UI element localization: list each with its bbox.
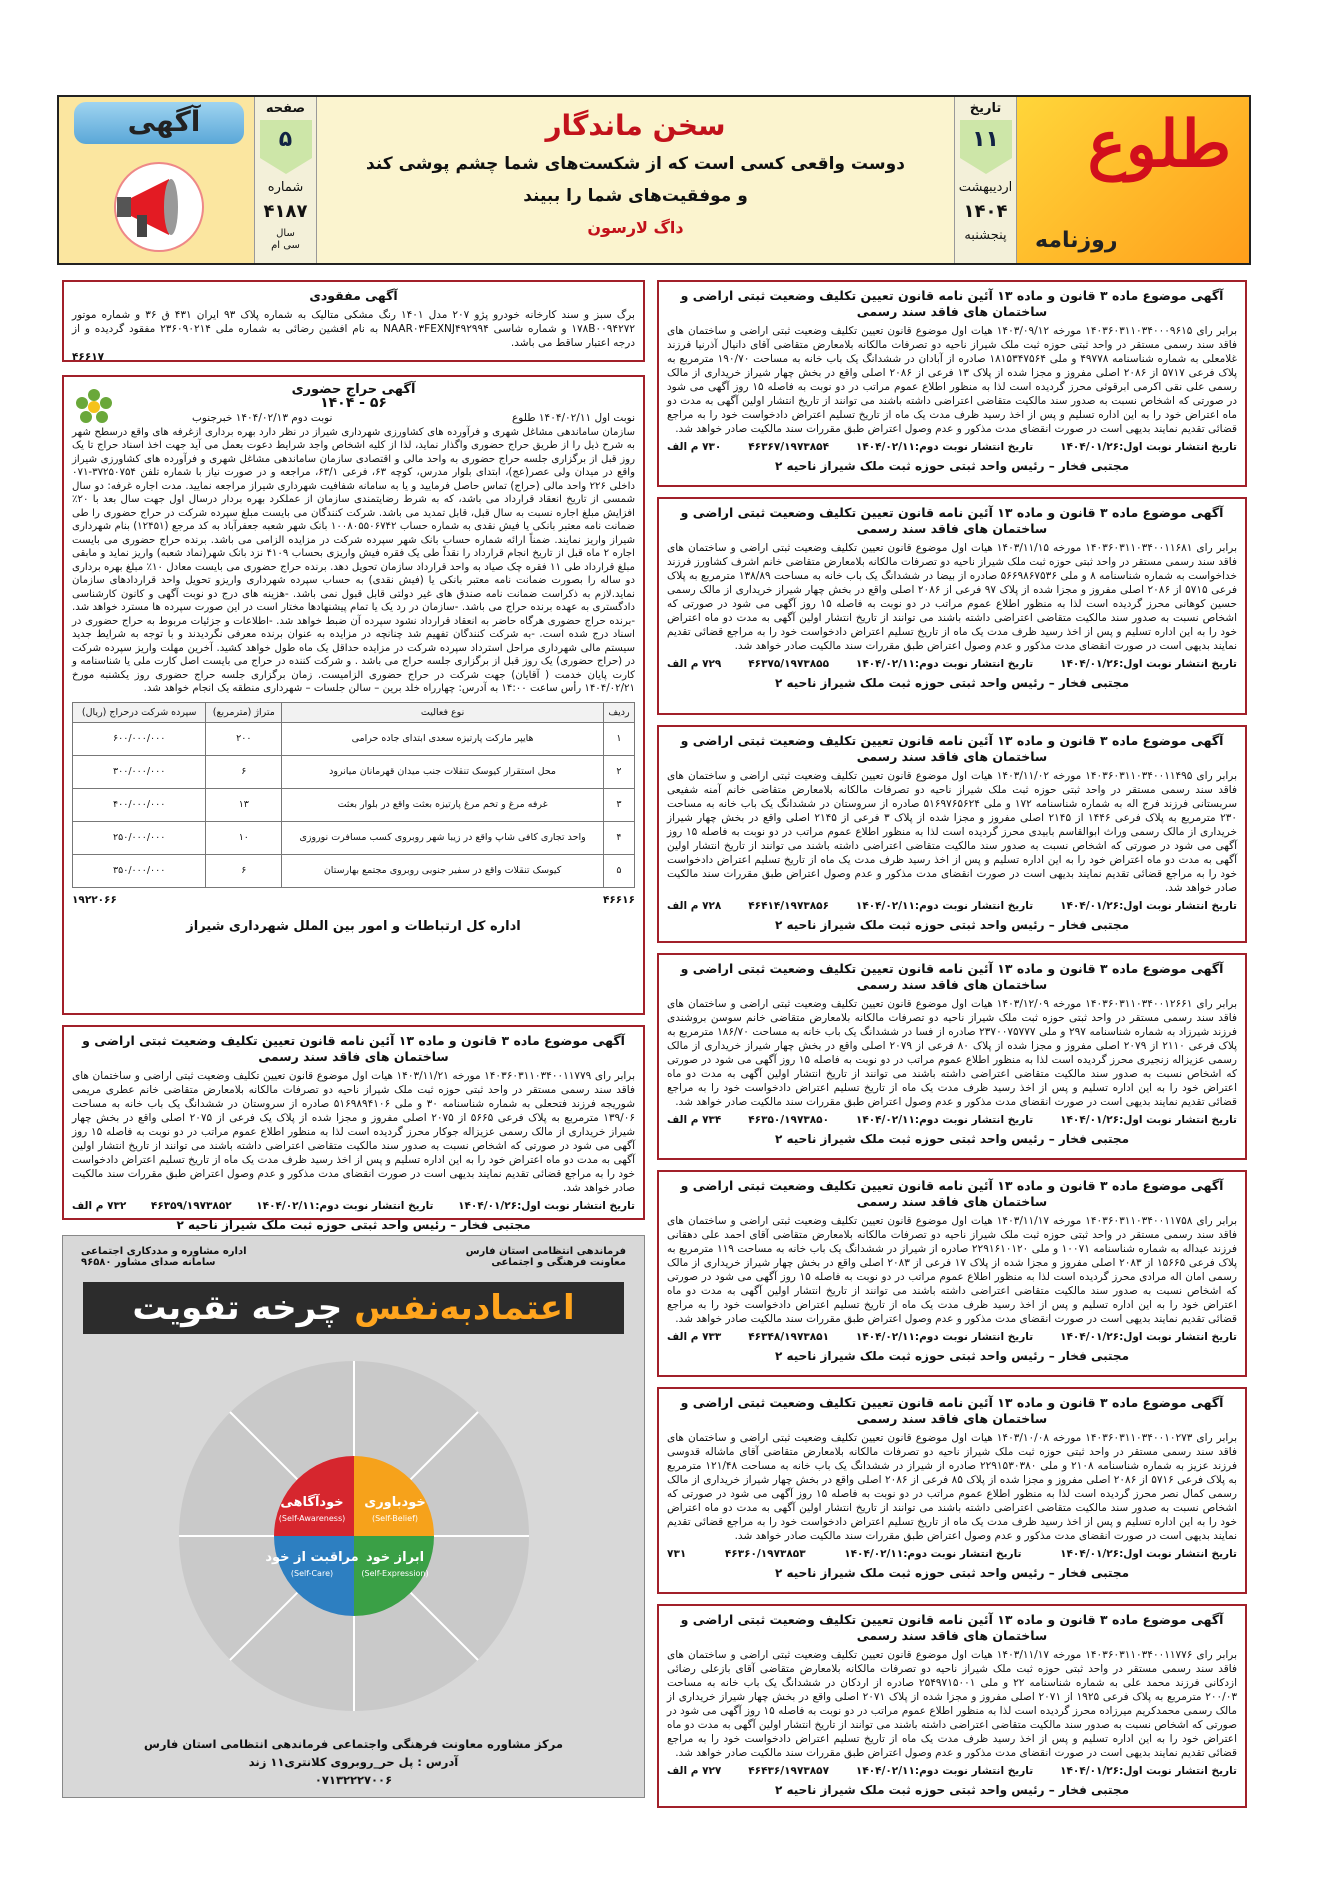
poster-footer-address: آدرس : پل حر_روبروی کلانتری۱۱ زند	[248, 1755, 459, 1769]
col-row: ردیف	[603, 702, 634, 723]
notice-body: برابر رای ۱۴۰۳۶۰۳۱۱۰۳۴۰۰۱۱۷۷۹ مورخه ۱۴۰۳/۱۱/۲۱ هیات اول موضوع قانون تعیین تکلیف وضعیت ثبتی اراضی و ساختمان های فاقد سند رسمی مستقر در واحد ثبتی حوزه ثبت ملک شیراز ناحیه دو تصرفات مالکانه بلامعارض متقاضی خانم عطری مریمی شوریجه فرزند فتحعلی به شماره شناسنامه ۳۰ و ملی ۵۱۶۹۸۹۴۱۰۶ صادره از سروستان در ششدانگ یک باب خانه به مساحت ۱۳۹/۰۶ مترمربع به پلاک فرعی ۵۶۶۵ از ۲۰۷۵ اصلی مفروز و مجزا شده از پلاک یک فرعی از ۲۰۷۵ اصلی واقع در بخش چهار شیراز خریداری از مالک رسمی عزیزاله جوکار محرز گردیده است لذا به منظور اطلاع عموم مراتب در دو نوبت به فاصله ۱۵ روز آگهی می شود در صورتی که اشخاص نسبت به صدور سند مالکیت متقاضی اعتراضی داشته باشند می توانند از تاریخ انتشار اولین آگهی به مدت دو ماه اعتراض خود را به این اداره تسلیم و پس از اخذ رسید ظرف مدت یک ماه از تاریخ تسلیم اعتراض دادخواست خود را به مراجع قضائی تقدیم نمایند بدیهی است در صورت انقضای مدت مذکور و عدم وصول اعتراض طبق مقررات سند مالکیت صادر خواهد شد.	[72, 1070, 636, 1194]
page-info	[255, 97, 317, 263]
auction-table-header	[73, 702, 635, 723]
issue-label: شماره	[267, 180, 304, 195]
logo-word: طلوع	[1087, 107, 1231, 182]
cadastre-notice-3: آگهی موضوع ماده ۳ قانون و ماده ۱۳ آئین نامه قانون تعیین تکلیف وضعیت ثبتی اراضی و ساختمان های فاقد سند رسمی برابر رای ۱۴۰۳۶۰۳۱۱۰۳۴۰۰۱۱۴۹۵ مورخه ۱۴۰۳/۱۱/۰۲ هیات اول موضوع قانون تعیین تکلیف وضعیت ثبتی اراضی و ساختمان های فاقد سند رسمی مستقر در واحد ثبتی حوزه ثبت ملک شیراز ناحیه دو تصرفات مالکانه بلامعارض متقاضی خانم آمنه شفیعی سربستانی فرزند فرج اله به شماره شناسنامه ۱۷۲ و ملی ۵۱۶۹۷۶۵۶۲۴ صادره از سروستان در ششدانگ یک باب خانه به مساحت ۲۳۰ مترمربع به پلاک فرعی ۱۴۴۶ از ۲۱۴۵ اصلی مفروز و مجزا شده از پلاک ۳ فرعی از ۲۱۴۵ اصلی واقع در بخش چهار شیراز خریداری از مالک رسمی وراث ابوالقاسم بابیدی محرز گردیده است لذا به منظور اطلاع عموم مراتب در دو نوبت به فاصله ۱۵ روز آگهی می شود در صورتی که اشخاص نسبت به صدور سند مالکیت متقاضی اعتراضی داشته باشند می توانند از تاریخ انتشار اولین آگهی به مدت دو ماه اعتراض خود را به این اداره تسلیم و پس از اخذ رسید ظرف مدت یک ماه از تاریخ تسلیم اعتراض دادخواست خود را به مراجع قضائی تقدیم نمایند بدیهی است در صورت انقضای مدت مذکور و عدم وصول اعتراض طبق مقررات سند مالکیت صادر خواهد شد. تاریخ انتشار نوبت اول:۱۴۰۴/۰۱/۲۶ تاریخ انتشار نوبت دوم:۱۴۰۴/۰۲/۱۱ ۴۶۴۱۴/۱۹۷۳۸۵۶ ۷۲۸ م الف مجتبی فخار – رئیس واحد ثبتی حوزه ثبت ملک شیراز ناحیه ۲	[657, 725, 1247, 943]
poster-banner	[83, 1282, 624, 1334]
poster-banner-dark: چرخه تقویت	[132, 1288, 343, 1328]
q-self-care: مراقبت از خود	[265, 1550, 359, 1565]
megaphone-icon	[99, 157, 219, 252]
left-cadastre-notice	[62, 1025, 645, 1232]
poster-banner-accent: اعتمادبه‌نفس	[354, 1288, 575, 1328]
auction-code-right: ۴۶۶۱۶	[602, 894, 635, 906]
poster-footer-phone: ۰۷۱۳۲۲۲۷۰۰۶	[314, 1773, 393, 1787]
q-self-expression: ابراز خود	[365, 1550, 425, 1565]
poster-footer-org: مرکز مشاوره معاونت فرهنگی واجتماعی فرماندهی انتظامی استان فارس	[143, 1737, 563, 1751]
q-self-belief: خودباوری	[364, 1495, 426, 1510]
date-info	[955, 97, 1017, 263]
auction-table	[72, 702, 635, 889]
cadastre-notice-5: آگهی موضوع ماده ۳ قانون و ماده ۱۳ آئین نامه قانون تعیین تکلیف وضعیت ثبتی اراضی و ساختمان های فاقد سند رسمی برابر رای ۱۴۰۳۶۰۳۱۱۰۳۴۰۰۱۱۷۵۸ مورخه ۱۴۰۳/۱۱/۱۷ هیات اول موضوع قانون تعیین تکلیف وضعیت ثبتی اراضی و ساختمان های فاقد سند رسمی مستقر در واحد ثبتی حوزه ثبت ملک شیراز ناحیه دو تصرفات مالکانه بلامعارض متقاضی آقای احمد علی دهقانی فرزند عبداله به شماره شناسنامه ۱۰۰۷۱ و ملی ۲۲۹۱۶۱۰۱۲۰ صادره از شیراز در ششدانگ یک باب خانه به مساحت ۱۱۹ مترمربع به پلاک فرعی ۱۵۶۶۵ از ۲۰۸۳ اصلی مفروز و مجزا شده از پلاک ۱۷ فرعی از ۲۰۸۳ اصلی واقع در بخش چهار شیراز خریداری از مالک رسمی امان اله مرادی محرز گردیده است لذا به منظور اطلاع عموم مراتب در دو نوبت به فاصله ۱۵ روز آگهی می شود در صورتی که اشخاص نسبت به صدور سند مالکیت متقاضی اعتراضی داشته باشند می توانند از تاریخ انتشار اولین آگهی به مدت دو ماه اعتراض خود را به این اداره تسلیم و پس از اخذ رسید ظرف مدت یک ماه از تاریخ تسلیم اعتراض دادخواست خود را به مراجع قضائی تقدیم نمایند بدیهی است در صورت انقضای مدت مذکور و عدم وصول اعتراض طبق مقررات سند مالکیت صادر خواهد شد. تاریخ انتشار نوبت اول:۱۴۰۴/۰۱/۲۶ تاریخ انتشار نوبت دوم:۱۴۰۴/۰۲/۱۱ ۴۶۳۴۸/۱۹۷۳۸۵۱ ۷۳۳ م الف مجتبی فخار – رئیس واحد ثبتی حوزه ثبت ملک شیراز ناحیه ۲	[657, 1170, 1247, 1377]
auction-subtitle: ۵۶ - ۱۴۰۴	[320, 394, 387, 411]
notice-title: آگهی موضوع ماده ۳ قانون و ماده ۱۳ آئین نامه قانون تعیین تکلیف وضعیت ثبتی اراضی و ساختمان های فاقد سند رسمی	[82, 1033, 625, 1064]
quote-title: سخن ماندگار	[545, 109, 726, 142]
auction-notice	[62, 375, 645, 1015]
lost-notice-title: آگهی مفقودی	[309, 288, 398, 303]
quote-box	[317, 97, 955, 263]
page-arrow	[260, 158, 312, 174]
col-activity: نوع فعالیت	[282, 702, 604, 723]
lost-notice-body: برگ سبز و سند کارخانه خودرو پژو ۲۰۷ مدل ۱۴۰۱ رنگ مشکی متالیک به شماره پلاک ۹۳ ایران ۴۳۱ ق ۳۶ و شماره موتور ۱۷۸B۰۰۹۴۲۷۲ و شماره شاسی NAAR۰۳FEXNJ۴۹۲۹۹۴ به نام افشین رضائی به شماره ملی ۲۳۶۰۹۰۲۱۴ مفقود گردیده و از درجه اعتبار ساقط می باشد.	[72, 309, 635, 349]
page-label: صفحه	[265, 101, 306, 116]
cadastre-notice-4: آگهی موضوع ماده ۳ قانون و ماده ۱۳ آئین نامه قانون تعیین تکلیف وضعیت ثبتی اراضی و ساختمان های فاقد سند رسمی برابر رای ۱۴۰۳۶۰۳۱۱۰۳۴۰۰۱۲۶۶۱ مورخه ۱۴۰۳/۱۲/۰۹ هیات اول موضوع قانون تعیین تکلیف وضعیت ثبتی اراضی و ساختمان های فاقد سند رسمی مستقر در واحد ثبتی حوزه ثبت ملک شیراز ناحیه دو تصرفات مالکانه بلامعارض متقاضی خانم سوسن بروشندی فرزند شیرزاد به شماره شناسنامه ۲۹۷ و ملی ۲۳۷۰۰۷۵۷۷۷ صادره از فسا در ششدانگ یک باب خانه به مساحت ۱۸۶/۷۰ مترمربع به پلاک فرعی ۲۱۱۰ از ۲۰۷۹ اصلی مفروز و مجزا شده از پلاک ۸۰ فرعی از ۲۰۷۹ اصلی واقع در بخش چهار شیراز خریداری از مالک رسمی عزیزاله زنجیری محرز گردیده است لذا به منظور اطلاع عموم مراتب در دو نوبت به فاصله ۱۵ روز آگهی می شود در صورتی که اشخاص نسبت به صدور سند مالکیت متقاضی اعتراضی داشته باشند می توانند از تاریخ انتشار اولین آگهی به مدت دو ماه اعتراض خود را به این اداره تسلیم و پس از اخذ رسید ظرف مدت یک ماه از تاریخ تسلیم اعتراض دادخواست خود را به مراجع قضائی تقدیم نمایند بدیهی است در صورت انقضای مدت مذکور و عدم وصول اعتراض طبق مقررات سند مالکیت صادر خواهد شد. تاریخ انتشار نوبت اول:۱۴۰۴/۰۱/۲۶ تاریخ انتشار نوبت دوم:۱۴۰۴/۰۲/۱۱ ۴۶۳۵۰/۱۹۷۳۸۵۰ ۷۳۴ م الف مجتبی فخار – رئیس واحد ثبتی حوزه ثبت ملک شیراز ناحیه ۲	[657, 953, 1247, 1160]
poster-org-right: فرماندهی انتظامی استان فارس معاونت فرهنگی و اجتماعی	[465, 1246, 626, 1268]
confidence-wheel	[87, 1356, 622, 1716]
quote-line-1: دوست واقعی کسی است که از شکست‌های شما چشم پوشی کند	[366, 154, 905, 174]
lost-notice-code: ۴۶۶۱۷	[72, 351, 105, 363]
year-label: سال سی ام	[271, 228, 300, 251]
page-number: ۵	[260, 120, 312, 158]
poster-org-left: اداره مشاوره و مددکاری اجتماعی سامانه صدای مشاور ۹۶۵۸۰	[81, 1246, 247, 1268]
cadastre-notice-2: آگهی موضوع ماده ۳ قانون و ماده ۱۳ آئین نامه قانون تعیین تکلیف وضعیت ثبتی اراضی و ساختمان های فاقد سند رسمی برابر رای ۱۴۰۳۶۰۳۱۱۰۳۴۰۰۱۱۶۸۱ مورخه ۱۴۰۳/۱۱/۱۵ هیات اول موضوع قانون تعیین تکلیف وضعیت ثبتی اراضی و ساختمان های فاقد سند رسمی مستقر در واحد ثبتی حوزه ثبت ملک شیراز ناحیه دو تصرفات مالکانه بلامعارض متقاضی خانم اشرف کشاورز فرزند خداخواست به شماره شناسنامه ۸ و ملی ۵۶۶۹۸۶۷۵۳۶ صادره از بیضا در ششدانگ یک باب خانه به مساحت ۱۳۸/۸۹ مترمربع به پلاک فرعی ۵۷۱۵ از ۲۰۸۶ اصلی مفروز و مجزا شده از پلاک ۹۷ فرعی از ۲۰۸۶ اصلی واقع در بخش چهار شیراز خریداری از مالک رسمی حسین کوهانی محرز گردیده است لذا به منظور اطلاع عموم مراتب در دو نوبت به فاصله ۱۵ روز آگهی می شود در صورتی که اشخاص نسبت به صدور سند مالکیت متقاضی اعتراضی داشته باشند می توانند از تاریخ انتشار اولین آگهی به مدت دو ماه اعتراض خود را به این اداره تسلیم و پس از اخذ رسید ظرف مدت یک ماه از تاریخ تسلیم اعتراض دادخواست خود را به مراجع قضائی تقدیم نمایند بدیهی است در صورت انقضای مدت مذکور و عدم وصول اعتراض طبق مقررات سند مالکیت صادر خواهد شد. تاریخ انتشار نوبت اول:۱۴۰۴/۰۱/۲۶ تاریخ انتشار نوبت دوم:۱۴۰۴/۰۲/۱۱ ۴۶۳۷۵/۱۹۷۳۸۵۵ ۷۲۹ م الف مجتبی فخار – رئیس واحد ثبتی حوزه ثبت ملک شیراز ناحیه ۲	[657, 497, 1247, 715]
table-row: ۴ واحد تجاری کافی شاپ واقع در زیبا شهر روبروی کسب مسافرت نوروزی ۱۰ ۲۵۰/۰۰۰/۰۰۰	[73, 822, 635, 855]
svg-text:(Self-Care): (Self-Care)	[290, 1569, 334, 1578]
ad-label: آگهی	[127, 105, 201, 138]
municipality-logo-icon	[74, 387, 114, 427]
q-self-awareness: خودآگاهی	[280, 1495, 344, 1510]
auction-org: اداره کل ارتباطات و امور بین الملل شهرداری شیراز	[186, 918, 521, 934]
table-row: ۵ کیوسک تنقلات واقع در سفیر جنوبی روبروی مجتمع بهارستان ۶ ۳۵۰/۰۰۰/۰۰۰	[73, 855, 635, 888]
col-area: متراژ (مترمربع)	[206, 702, 282, 723]
quote-author: داگ لارسون	[587, 218, 684, 237]
date-day: ۱۱	[960, 120, 1012, 158]
cadastre-notice-1: آگهی موضوع ماده ۳ قانون و ماده ۱۳ آئین نامه قانون تعیین تکلیف وضعیت ثبتی اراضی و ساختمان های فاقد سند رسمی برابر رای ۱۴۰۳۶۰۳۱۱۰۳۴۰۰۰۹۶۱۵ مورخه ۱۴۰۳/۰۹/۱۲ هیات اول موضوع قانون تعیین تکلیف وضعیت ثبتی اراضی و ساختمان های فاقد سند رسمی مستقر در واحد ثبتی حوزه ثبت ملک شیراز ناحیه دو تصرفات مالکانه بلامعارض متقاضی آقای دانیال آذرنیا فرزند غلامعلی به شماره شناسنامه ۴۹۷۷۸ و ملی ۱۸۱۵۳۴۷۵۶۴ صادره از آبادان در ششدانگ یک باب خانه به مساحت ۱۹۰/۷۰ مترمربع به پلاک فرعی ۵۷۱۷ از ۲۰۸۶ اصلی مفروز و مجزا شده از پلاک ۱۳ فرعی از ۲۰۸۶ اصلی واقع در بخش چهار شیراز خریداری از مالک رسمی علی نقی اکرمی ابرقوئی محرز گردیده است لذا به منظور اطلاع عموم مراتب در دو نوبت به فاصله ۱۵ روز آگهی می شود در صورتی که اشخاص نسبت به صدور سند مالکیت متقاضی اعتراضی داشته باشند می توانند از تاریخ انتشار اولین آگهی به مدت دو ماه اعتراض خود را به این اداره تسلیم و پس از اخذ رسید ظرف مدت یک ماه از تاریخ تسلیم اعتراض دادخواست خود را به مراجع قضائی تقدیم نمایند بدیهی است در صورت انقضای مدت مذکور و عدم وصول اعتراض طبق مقررات سند مالکیت صادر خواهد شد. تاریخ انتشار نوبت اول:۱۴۰۴/۰۱/۲۶ تاریخ انتشار نوبت دوم:۱۴۰۴/۰۲/۱۱ ۴۶۳۶۷/۱۹۷۳۸۵۴ ۷۳۰ م الف مجتبی فخار – رئیس واحد ثبتی حوزه ثبت ملک شیراز ناحیه ۲	[657, 280, 1247, 487]
svg-text:(Self-Expression): (Self-Expression)	[361, 1569, 429, 1578]
newspaper-logo	[1017, 97, 1249, 263]
auction-second-round: نوبت دوم ۱۴۰۴/۰۲/۱۳ خبرجنوب	[192, 412, 333, 424]
poster-header	[63, 1236, 644, 1268]
auction-codes	[72, 894, 635, 908]
date-arrow	[960, 158, 1012, 174]
logo-sub: روزنامه	[1035, 228, 1118, 253]
col-deposit: سپرده شرکت درحراج (ریال)	[73, 702, 206, 723]
date-weekday: پنجشنبه	[964, 228, 1007, 243]
lost-notice	[62, 280, 645, 362]
notice-sign: مجتبی فخار – رئیس واحد ثبتی حوزه ثبت ملک شیراز ناحیه ۲	[176, 1218, 531, 1232]
ad-banner	[59, 97, 255, 263]
poster-footer	[63, 1735, 644, 1789]
auction-first-round: نوبت اول ۱۴۰۴/۰۲/۱۱ طلوع	[512, 412, 635, 424]
table-row: ۲ محل استقرار کیوسک تنقلات جنب میدان قهرمانان میانرود ۶ ۳۰۰/۰۰۰/۰۰۰	[73, 756, 635, 789]
date-month: اردیبهشت	[958, 180, 1013, 195]
notice-meta: تاریخ انتشار نوبت اول:۱۴۰۴/۰۱/۲۶ تاریخ انتشار نوبت دوم:۱۴۰۴/۰۲/۱۱ ۴۶۳۵۹/۱۹۷۳۸۵۲ ۷۳۲ م الف	[72, 1200, 635, 1212]
auction-code-left: ۱۹۲۲۰۶۶	[72, 894, 117, 906]
date-year: ۱۴۰۴	[963, 201, 1008, 222]
cadastre-notice-7: آگهی موضوع ماده ۳ قانون و ماده ۱۳ آئین نامه قانون تعیین تکلیف وضعیت ثبتی اراضی و ساختمان های فاقد سند رسمی برابر رای ۱۴۰۳۶۰۳۱۱۰۳۴۰۰۱۱۷۷۶ مورخه ۱۴۰۳/۱۱/۱۷ هیات اول موضوع قانون تعیین تکلیف وضعیت ثبتی اراضی و ساختمان های فاقد سند رسمی مستقر در واحد ثبتی حوزه ثبت ملک شیراز ناحیه دو تصرفات مالکانه بلامعارض متقاضی آقای بازعلی رضائی ازدکانی فرزند محمد علی به شماره شناسنامه ۲۲ و ملی ۲۵۴۹۷۱۵۰۰۱ صادره از اردکان در ششدانگ یک باب خانه به مساحت ۲۰۰/۰۳ مترمربع به پلاک فرعی ۱۹۲۵ از ۲۰۷۱ اصلی مفروز و مجزا شده از پلاک ۲۰۷۱ اصلی واقع در بخش چهار شیراز خریداری از مالک رسمی محمدکریم میرزاده محرز گردیده است لذا به منظور اطلاع عموم مراتب در دو نوبت به فاصله ۱۵ روز آگهی می شود در صورتی که اشخاص نسبت به صدور سند مالکیت متقاضی اعتراضی داشته باشند می توانند از تاریخ انتشار اولین آگهی به مدت دو ماه اعتراض خود را به این اداره تسلیم و پس از اخذ رسید ظرف مدت یک ماه از تاریخ تسلیم اعتراض دادخواست خود را به مراجع قضائی تقدیم نمایند بدیهی است در صورت انقضای مدت مذکور و عدم وصول اعتراض طبق مقررات سند مالکیت صادر خواهد شد. تاریخ انتشار نوبت اول:۱۴۰۴/۰۱/۲۶ تاریخ انتشار نوبت دوم:۱۴۰۴/۰۲/۱۱ ۴۶۴۳۶/۱۹۷۳۸۵۷ ۷۲۷ م الف مجتبی فخار – رئیس واحد ثبتی حوزه ثبت ملک شیراز ناحیه ۲	[657, 1604, 1247, 1808]
masthead	[57, 95, 1251, 265]
svg-text:(Self-Belief): (Self-Belief)	[371, 1514, 419, 1523]
cadastre-notice-6: آگهی موضوع ماده ۳ قانون و ماده ۱۳ آئین نامه قانون تعیین تکلیف وضعیت ثبتی اراضی و ساختمان های فاقد سند رسمی برابر رای ۱۴۰۳۶۰۳۱۱۰۳۴۰۰۱۰۲۷۳ مورخه ۱۴۰۳/۱۰/۰۸ هیات اول موضوع قانون تعیین تکلیف وضعیت ثبتی اراضی و ساختمان های فاقد سند رسمی مستقر در واحد ثبتی حوزه ثبت ملک شیراز ناحیه دو تصرفات مالکانه بلامعارض متقاضی آقای ماشاله قدوسی فرزند عزیز به شماره شناسنامه ۲۱۰۸ و ملی ۲۲۹۱۵۳۰۳۸۰ صادره از شیراز در ششدانگ یک باب خانه به مساحت ۱۲۱/۴۸ مترمربع به پلاک فرعی ۵۷۱۶ از ۲۰۸۶ اصلی مفروز و مجزا شده از پلاک ۸۵ فرعی از ۲۰۸۶ اصلی واقع در بخش چهار شیراز خریداری از مالک رسمی کمال نصر محرز گردیده است لذا به منظور اطلاع عموم مراتب در دو نوبت به فاصله ۱۵ روز آگهی می شود در صورتی که اشخاص نسبت به صدور سند مالکیت متقاضی اعتراضی داشته باشند می توانند از تاریخ انتشار اولین آگهی به مدت دو ماه اعتراض خود را به این اداره تسلیم و پس از اخذ رسید ظرف مدت یک ماه از تاریخ تسلیم اعتراض دادخواست خود را به مراجع قضائی تقدیم نمایند بدیهی است در صورت انقضای مدت مذکور و عدم وصول اعتراض طبق مقررات سند مالکیت صادر خواهد شد. تاریخ انتشار نوبت اول:۱۴۰۴/۰۱/۲۶ تاریخ انتشار نوبت دوم:۱۴۰۴/۰۲/۱۱ ۴۶۳۶۰/۱۹۷۳۸۵۳ ۷۳۱ مجتبی فخار – رئیس واحد ثبتی حوزه ثبت ملک شیراز ناحیه ۲	[657, 1387, 1247, 1594]
svg-text:(Self-Awareness): (Self-Awareness)	[278, 1514, 346, 1523]
issue-number: ۴۱۸۷	[263, 201, 308, 222]
quote-line-2: و موفقیت‌های شما را ببیند	[523, 186, 748, 206]
table-row: ۳ غرفه مرغ و تخم مرغ پارتیزه بعثت واقع در بلوار بعثت ۱۳ ۴۰۰/۰۰۰/۰۰۰	[73, 789, 635, 822]
self-confidence-poster	[62, 1235, 645, 1798]
auction-rounds	[72, 412, 635, 426]
auction-title: آگهی حراج حضوری	[291, 382, 416, 397]
auction-body: سازمان ساماندهی مشاغل شهری و فرآورده های کشاورزی شهرداری شیراز در نظر دارد بهره برداری ازغرفه های واقع درسطح شهر به شرح ذیل را از طریق حراج حضوری واگذار نماید، لذا از کلیه اشخاص واجد شرایط دعوت بعمل می آید جهت اخذ اسناد حراج تا یک روز قبل از برگزاری جلسه حراج حضوری به واحد مالی و اقتصادی سازمان ساماندهی مشاغل شهری و فرآورده های کشاورزی شیراز واقع در میدان ولی عصر(عج)، ابتدای بلوار مدرس، کوچه ۶۳، فرعی ۶۳/۱، مراجعه و در صورت نیاز با شماره تلفن ۳۷۲۵۰۷۵۴-۰۷۱ داخلی ۲۲۶ واحد مالی (حراج) تماس حاصل فرمایید و یا به سامانه شفافیت شهرداری شیراز مراجعه نمایید. مدت اجاره غرفه: دو سال شمسی از تاریخ انعقاد قرارداد می باشد، که به شرط رضایتمندی سازمان از عملکرد بهره بردار درسال اول جهت سال بعد با ۲۰٪ افزایش مبلغ اجاره نسبت به سال قبل، قابل تمدید می باشد. شرکت کنندگان می بایست مبلغ سپرده شرکت در حراج حضوری را طی ضمانت نامه معتبر بانکی یا فیش نقدی به شماره حساب ۱۰۰۸۰۵۵۰۶۷۴۲ بانک شهر شعبه جعفرآباد به کد مرجع (۱۲۴۵۱) بنام شهرداری شیراز واریز نمایند. ضمناً ارائه شماره حساب بانک شهر سپرده شرکت در مزایده الزامی می باشد. برنده حراج حضوری می بایست اجاره ۲ ماه قبل از تاریخ انجام قرارداد را نقداً طی یک فقره فیش واریزی بحساب ۴۱۰۹ نزد بانک شهر(نماد شعبه) واریز نماید و مابقی مبلغ قرارداد طی ۱۱ فقره چک صیاد به واحد قرارداد سازمان تحویل دهد. برنده حراج حضوری می بایست معادل ۱۰٪ مبلغ بهره برداری دو ساله را بصورت ضمانت نامه معتبر بانکی یا (فیش نقدی) به حساب سپرده شهرداری واریزو تحویل واحد قراردادهای سازمان نماید.لازم به ذکراست ضمانت نامه صندق های غیر دولتی قابل قبول نمی باشد. -هزینه های درج دو نوبت آگهی و کانون کارشناسی دادگستری به عهده برنده حراج می باشد. -سازمان در رد یک یا تمام پیشنهادها مختار است در این صورت سپرده ها مسترد خواهد شد. -برنده حراج حضوری هرگاه حاضر به انعقاد قرارداد نشود سپرده آن ضبط خواهد شد. -اطلاعات و جزئیات مربوط به حراج حضوری در اسناد درج شده است. -به شرکت کنندگان تفهیم شد چنانچه در مزایده به عنوان برنده معرفی نگردیدند و با توجه به شرایط جدید سیستم مالی شهرداری مراحل استرداد سپرده شرکت در مزایده حداقل یک ماه طول خواهد کشید. آخرین مهلت واریز سپرده شرکت در (حراج حضوری) یک روز قبل از برگزاری جلسه حراج می باشد . و شرکت کننده در حراج می بایست اصل کارت ملی یا شناسنامه و کارت پایان خدمت ( آقایان) جهت شرکت در حراج حضوری الزامیست. زمان برگزاری جلسه حراج حضوری روز یکشنبه مورخ ۱۴۰۴/۰۲/۲۱ رأس ساعت ۱۴:۰۰ به آدرس: چهارراه خلد برین – سالن جلسات – شهرداری منطقه یک انجام خواهد شد.	[72, 426, 636, 694]
table-row: ۱ هایپر مارکت پارتیزه سعدی ابتدای جاده حرامی ۲۰۰ ۶۰۰/۰۰۰/۰۰۰	[73, 723, 635, 756]
date-label: تاریخ	[969, 101, 1002, 116]
